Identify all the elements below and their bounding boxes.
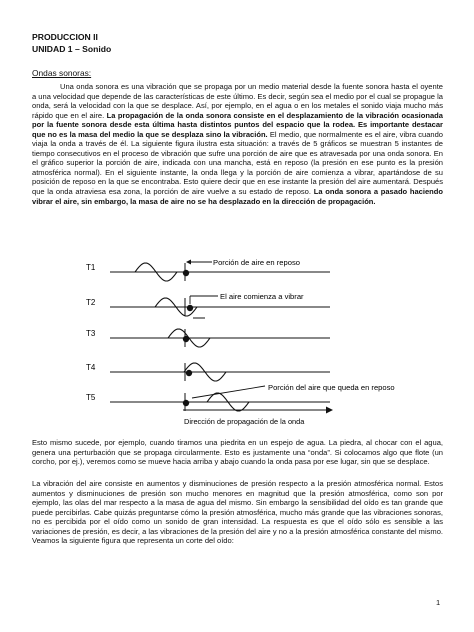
annotation-leader-rest-head — [186, 260, 191, 265]
annotation-start: El aire comienza a vibrar — [220, 292, 304, 301]
time-label: T1 — [86, 263, 96, 272]
air-portion-blob — [186, 370, 192, 376]
air-portion-blob — [183, 270, 189, 276]
section-heading: Ondas sonoras: — [32, 68, 92, 78]
unit-title: UNIDAD 1 – Sonido — [32, 44, 112, 54]
time-label: T4 — [86, 363, 96, 372]
paragraph-piedrita: Esto mismo sucede, por ejemplo, cuando tiramos una piedrita en un espejo de agua. La piedra, al chocar con el agua, genera una perturbación que se propaga circularmente. Esto es justamente una “onda”. Si colocamos algo que flote (un corcho, por ej.), veremos como se mueve hacia arriba y abajo cuando la onda pasa por ese lugar, sin que se desplace. — [32, 438, 443, 467]
annotation-after: Porción del aire que queda en reposo — [268, 383, 395, 392]
time-label: T3 — [86, 329, 96, 338]
paragraph-ondas-segment: Una onda sonora es una vibración que se propaga por un medio material desde la fuente sonora hasta el oyente a una velocidad que depende de las características de este último. Es decir, según sea el medio por el cual se propague la onda, será la velocidad con la que se desplace. Así, por ejemplo, en el agua o en los metales el sonido viaja mucho más rápido que en el aire. — [32, 82, 443, 120]
air-portion-blob — [183, 400, 189, 406]
paragraph-presion: La vibración del aire consiste en aumentos y disminuciones de presión respecto a la presión atmosférica normal. Estos aumentos y disminuciones de presión son mucho menores en magnitud que la presión atmosférica, como son por ejemplo, las olas del mar respecto a la masa de agua del mismo. Sin embargo la sensibilidad del oído es tan grande que puede percibirlas. Cabe quizás preguntarse cómo la presión atmosférica, mucho más grande que las vibraciones sonoras, no es percibida por el oído como un sonido de gran intensidad. La respuesta es que el oído sólo es sensible a las variaciones de presión, es decir, a las vibraciones de la presión del aire y no a la presión atmosférica constante del mismo. Veamos la siguiente figura que representa un corte del oído: — [32, 479, 443, 546]
direction-arrowhead — [326, 407, 333, 414]
air-portion-blob — [187, 305, 193, 311]
time-label: T2 — [86, 298, 96, 307]
course-title: PRODUCCION II — [32, 32, 98, 42]
paragraph-ondas-segment: El medio, que normalmente es el aire, vibra cuando viaja la onda a través de él. La siguiente figura ilustra esta situación: a través de 5 gráficos se muestran 5 instantes de tiempo consecutivos en el proceso de vibración que sufre una porción de aire que es atravesada por una onda sonora. En el gráfico superior la porción de aire, indicada con una mancha, está en reposo (la presión en ese punto es la presión atmosférica normal). En el siguiente instante, la onda llega y la porción de aire comienza a vibrar, apartándose de su posición de reposo en la que se encontraba. Esto quiere decir que en ese instante la presión del aire aumentará. Después que la onda atraviesa esa zona, la porción de aire vuelve a su estado de reposo. — [32, 129, 443, 197]
air-portion-blob — [183, 336, 189, 342]
annotation-leader-after — [192, 386, 265, 398]
direction-label: Dirección de propagación de la onda — [184, 417, 305, 426]
paragraph-ondas-segment: La onda sonora a pasado haciendo vibrar el aire, sin embargo, la masa de aire no se ha desplazado en la dirección de propagación. — [32, 187, 443, 206]
time-label: T5 — [86, 393, 96, 402]
page-number: 1 — [436, 598, 441, 607]
paragraph-ondas-segment: La propagación de la onda sonora consiste en el desplazamiento de la vibración ocasionada por la fuente sonora desde esta última hasta distintos puntos del espacio que la rodea. Es importante destacar que no es la masa del medio la que se desplaza sino la vibración. — [32, 110, 443, 139]
annotation-rest: Porción de aire en reposo — [213, 258, 300, 267]
